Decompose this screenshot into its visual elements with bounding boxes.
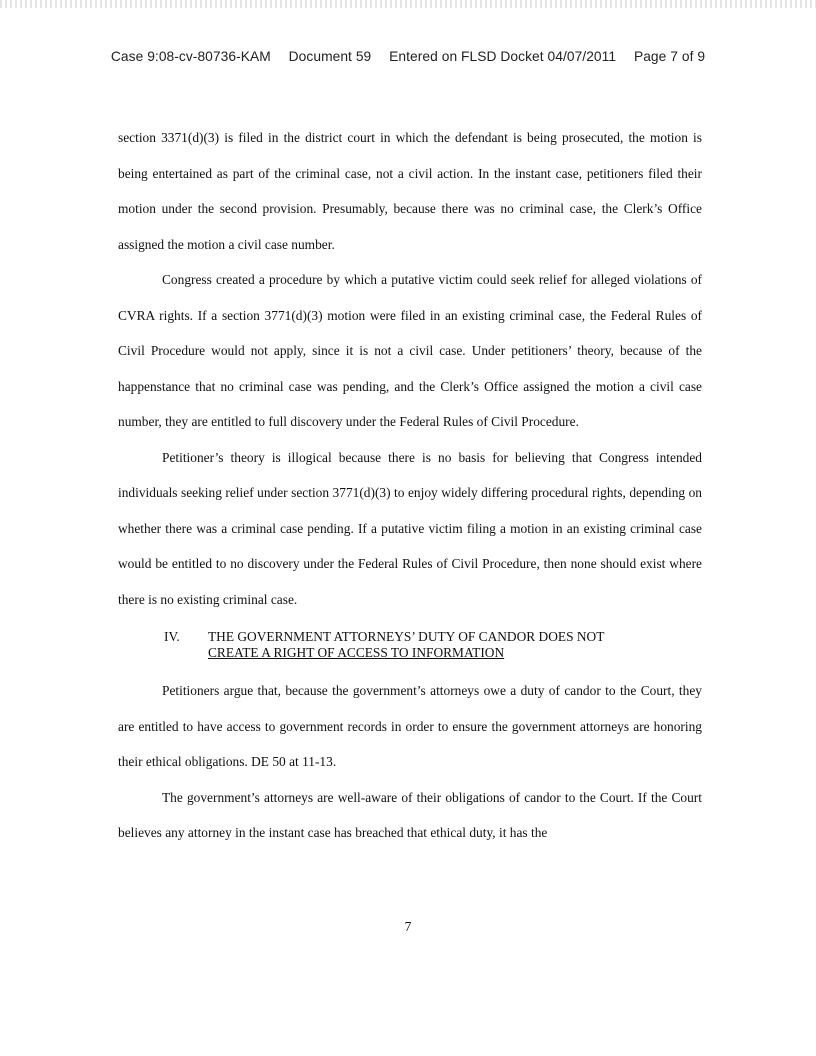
section-number: IV. (164, 629, 180, 644)
scan-edge-artifact (0, 0, 816, 8)
docket-header (0, 49, 816, 64)
paragraph: Petitioner’s theory is illogical because there is no basis for believing that Congress intended individuals seeking relief under section 3771(d)(3) to enjoy widely differing procedural rights, depending on whether there was a criminal case pending. If a putative victim filing a motion in an existing criminal case would be entitled to no discovery under the Federal Rules of Civil Procedure, then none should exist where there is no existing criminal case. (118, 449, 702, 607)
paragraph: Petitioners argue that, because the government’s attorneys owe a duty of candor to the Court, they are entitled to have access to government records in order to ensure the government attorneys are honoring their ethical obligations. DE 50 at 11-13. (118, 683, 702, 769)
page-number: 7 (404, 919, 412, 934)
section-heading-line-2: CREATE A RIGHT OF ACCESS TO INFORMATION (208, 644, 505, 660)
paragraph: Congress created a procedure by which a putative victim could seek relief for alleged violations of CVRA rights. If a section 3771(d)(3) motion were filed in an existing criminal case, the Federal Rules of Civil Procedure would not apply, since it is not a civil case. Under petitioners’ theory, because of the happenstance that no criminal case was pending, and the Clerk’s Office assigned the motion a civil case number, they are entitled to full discovery under the Federal Rules of Civil Procedure. (118, 272, 702, 429)
section-heading-line-1: THE GOVERNMENT ATTORNEYS’ DUTY OF CANDOR DOES NOT (208, 629, 605, 644)
paragraph: section 3371(d)(3) is filed in the district court in which the defendant is being prosecuted, the motion is being entertained as part of the criminal case, not a civil action. In the instant case, petitioners filed their motion under the second provision. Presumably, because there was no criminal case, the Clerk’s Office assigned the motion a civil case number. (118, 130, 702, 252)
page-count: Page 7 of 9 (633, 49, 706, 64)
document-number: Document 59 (288, 49, 372, 64)
docket-entry: Entered on FLSD Docket 04/07/2011 (389, 49, 617, 64)
paragraph: The government’s attorneys are well-aware of their obligations of candor to the Court. If the Court believes any attorney in the instant case has breached that ethical duty, it has the (118, 789, 702, 840)
section-heading (118, 629, 702, 660)
document-body (118, 120, 702, 851)
case-number: Case 9:08-cv-80736-KAM (110, 49, 271, 64)
